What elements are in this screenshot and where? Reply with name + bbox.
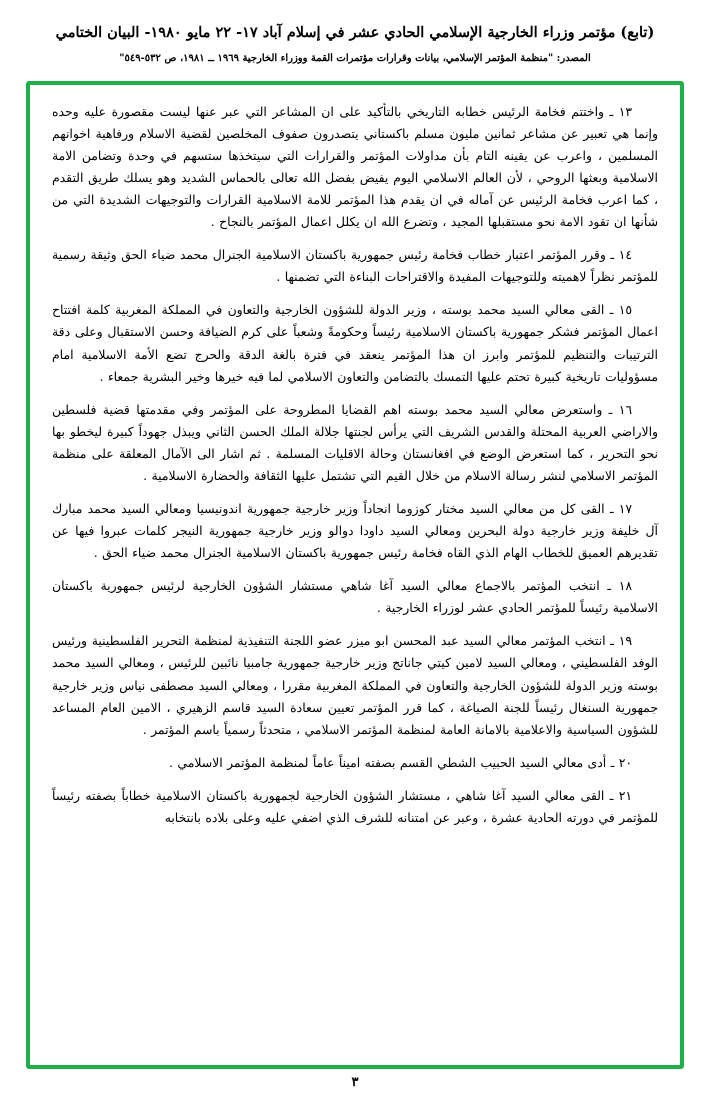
page-number: ٣ — [351, 1075, 359, 1090]
paragraph: ١٨ ـ انتخب المؤتمر بالاجماع معالي السيد آغا شاهي مستشار الشؤون الخارجية لرئيس جمهورية باكستان الاسلامية رئيساً للمؤتمر الحادي عشر لوزراء الخارجية . — [52, 578, 658, 616]
paragraph: ٢١ ـ القى معالي السيد آغا شاهي ، مستشار الشؤون الخارجية لجمهورية باكستان الاسلامية خطاباً بصفته رئيساً للمؤتمر في دورته الحادية عشرة ، وعبر عن امتنانه للشرف الذي اضفي عليه وعلى بلاده بانتخابه — [52, 787, 658, 825]
paragraph: ١٥ ـ القى معالي السيد محمد بوسته ، وزير الدولة للشؤون الخارجية والتعاون في المملكة المغربية كلمة افتتاح اعمال المؤتمر فشكر جمهورية باكستان الاسلامية رئيساً وحكومةً وشعباً على كرم الضيافة وحسن الاستقبال وعلى دقة الترتيبات والتنظيم للمؤتمر وابرز ان هذا المؤتمر ينعقد في فترة بالغة الدقة والحرج تضع الأمة الاسلامية امام مسؤوليات تاريخية كبيرة تحتم عليها التمسك بالتضامن والتعاون الاسلامي لما فيه خيرها وخير البشرية جمعاء . — [52, 302, 658, 384]
page-title: (تابع) مؤتمر وزراء الخارجية الإسلامي الحادي عشر في إسلام آباد ١٧- ٢٢ مايو ١٩٨٠- البيان الختامي — [55, 24, 655, 41]
source-citation: المصدر: "منظمة المؤتمر الإسلامي، بيانات وقرارات مؤتمرات القمة ووزراء الخارجية ١٩٦٩ ــ ١٩٨١، ص ٥٣٢-٥٤٩" — [119, 52, 591, 64]
paragraph: ١٣ ـ واختتم فخامة الرئيس خطابه التاريخي بالتأكيد على ان المشاعر التي عبر عنها ليست مقصورة عليه وحده وإنما هي تعبير عن مشاعر ثمانين مليون مسلم باكستاني يتصدرون صفوف المخلصين لقضية الاسلام ورفاهية اخوانهم المسلمين ، واعرب عن يقينه التام بأن مداولات المؤتمر والقرارات التي سيتخذها ستسهم في وحدة وتضامن الامة الاسلامية وبعثها الروحي ، لأن العالم الاسلامي اليوم يفيض بفضل الله تعالى بالحماس الشديد وهو يسلك طريق التقدم ، كما اعرب فخامة الرئيس عن آماله في ان يقدم هذا المؤتمر للامة الاسلامية القرارات والتوجيهات الشديدة التي من شأنها ان تقود الامة نحو مستقبلها المجيد ، وتضرع الله ان يكلل اعمال المؤتمر بالنجاح . — [52, 103, 658, 230]
document-header — [26, 22, 684, 67]
paragraph: ١٧ ـ القى كل من معالي السيد مختار كوزوما انجاداً وزير خارجية جمهورية اندونيسيا ومعالي السيد محمد مبارك آل خليفة وزير خارجية دولة البحرين ومعالي السيد داودا دوالو وزير خارجية جمهورية النيجر كلمات عبروا فيها عن تقديرهم العميق للخطاب الهام الذي القاه فخامة رئيس جمهورية باكستان الاسلامية الجنرال محمد ضياء الحق . — [52, 501, 658, 561]
paragraph: ١٤ ـ وقرر المؤتمر اعتبار خطاب فخامة رئيس جمهورية باكستان الاسلامية الجنرال محمد ضياء الحق وثيقة رسمية للمؤتمر نظراً لاهميته وللتوجيهات المفيدة والاقتراحات البناءة التي تضمنها . — [52, 247, 658, 285]
paragraph: ٢٠ ـ أدى معالي السيد الحبيب الشطي القسم بصفته اميناً عاماً لمنظمة المؤتمر الاسلامي . — [169, 754, 632, 770]
content-frame — [26, 81, 684, 1069]
paragraph: ١٩ ـ انتخب المؤتمر معالي السيد عبد المحسن ابو ميزر عضو اللجنة التنفيذية لمنظمة التحرير الفلسطينية ورئيس الوفد الفلسطيني ، ومعالي السيد لامين كيتي جاناتج وزير خارجية جمهورية جامبيا نائبين للرئيس ، ومعالي السيد محمد بوسته وزير الدولة للشؤون الخارجية والتعاون في المملكة المغربية مقررا ، ومعالي السيد مصطفى نياس وزير خارجية جمهورية السنغال رئيساً للجنة الصياغة ، كما قرر المؤتمر تعيين سعادة السيد قاسم الزهيري ، الامين العام المساعد للشؤون السياسية والاعلامية بالامانة العامة لمنظمة المؤتمر الاسلامي ، متحدثاً رسمياً باسم المؤتمر . — [52, 633, 658, 737]
paragraph: ١٦ ـ واستعرض معالي السيد محمد بوسته اهم القضايا المطروحة على المؤتمر وفي مقدمتها قضية فلسطين والاراضي العربية المحتلة والقدس الشريف التي يرأس لجنتها جلالة الملك الحسن الثاني ويبذل جهوداً كبيرة ليخطو بها نحو التحرير ، كما استعرض الوضع في افغانستان وحالة الاقليات المسلمة . ثم اشار الى الآمال المعلقة على منظمة المؤتمر الاسلامي لنشر رسالة الاسلام من خلال القيم التي تشتمل عليها الثقافة والحضارة الاسلامية . — [52, 401, 658, 483]
